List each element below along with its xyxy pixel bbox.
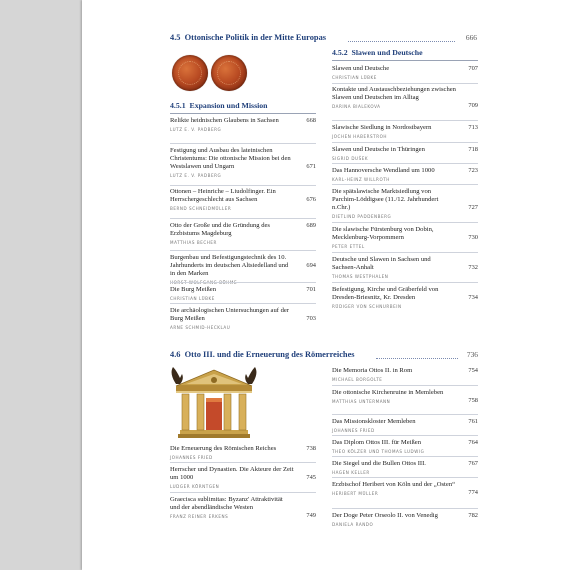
entry-page: 709: [468, 102, 478, 109]
toc-entry[interactable]: [170, 117, 316, 134]
entry-page: 774: [468, 489, 478, 496]
entry-page: 732: [468, 264, 478, 271]
entry-author: PETER ETTEL: [332, 244, 365, 250]
entry-author: HAGEN KELLER: [332, 470, 370, 476]
section-heading-4-5: 4.5 Ottonische Politik in der Mitte Europas 666: [170, 33, 477, 42]
entry-author: LUDGER KÖRNTGEN: [170, 484, 220, 490]
entry-title: Die slawische Fürstenburg von Dobin, Mecklenburg-Vorpommern: [332, 226, 434, 242]
entry-page: 727: [468, 204, 478, 211]
coin-reverse-image: [211, 55, 247, 91]
toc-entry[interactable]: [170, 496, 316, 521]
entry-page: 676: [306, 196, 316, 203]
entry-title: Das Missionskloster Memleben: [332, 418, 416, 425]
entry-author: DANIELA RANDO: [332, 522, 374, 528]
temple-facade-image: [170, 364, 258, 440]
entry-author: HERIBERT MÜLLER: [332, 491, 379, 497]
entry-page: 671: [306, 163, 316, 170]
entry-author: LUTZ E. V. PADBERG: [170, 173, 222, 179]
entry-title: Die spätslawische Marktsiedlung von Parchim-Löddigsee (11./12. Jahrhundert n.Chr.): [332, 188, 439, 212]
toc-entry[interactable]: [170, 188, 316, 213]
entry-title: Kontakte und Austauschbeziehungen zwischen Slawen und Deutschen im Alltag: [332, 86, 456, 102]
page-number: 666: [465, 33, 477, 42]
toc-entry[interactable]: [332, 188, 478, 221]
coin-obverse-image: [172, 55, 208, 91]
entry-title: Slawische Siedlung in Nordostbayern: [332, 124, 432, 131]
entry-page: 730: [468, 234, 478, 241]
entry-author: JOHANNES FRIED: [332, 428, 375, 434]
subsection-rule: [332, 60, 478, 61]
entry-title: Burgenbau und Befestigungstechnik des 10. Jahrhunderts im deutschen Altsiedelland und in den Marken: [170, 254, 289, 278]
entry-author: RÜDIGER VON SCHNURBEIN: [332, 304, 402, 310]
toc-entry[interactable]: [332, 389, 478, 406]
entry-title: Slawen und Deutsche in Thüringen: [332, 146, 425, 153]
entry-author: MATTHIAS BECHER: [170, 240, 217, 246]
toc-entry[interactable]: [332, 286, 478, 311]
entry-title: Die Memoria Ottos II. in Rom: [332, 367, 413, 374]
entry-page: 761: [468, 418, 478, 425]
toc-entry[interactable]: [332, 167, 478, 184]
entry-page: 689: [306, 222, 316, 229]
entry-author: FRANZ REINER ERKENS: [170, 514, 229, 520]
entry-page: 758: [468, 397, 478, 404]
entry-page: 782: [468, 512, 478, 519]
entry-author: DARINA BIALEKOVA: [332, 104, 381, 110]
toc-entry[interactable]: [332, 367, 478, 384]
toc-entry[interactable]: [170, 286, 316, 303]
entry-page: 754: [468, 367, 478, 374]
entry-author: MICHAEL BORGOLTE: [332, 377, 383, 383]
toc-entry[interactable]: [332, 418, 478, 435]
entry-page: 713: [468, 124, 478, 131]
toc-entry[interactable]: [332, 65, 478, 82]
entry-author: CHRISTIAN LÜBKE: [332, 75, 377, 81]
toc-entry[interactable]: [170, 307, 316, 332]
entry-page: 723: [468, 167, 478, 174]
entry-title: Die ottonische Kirchenruine in Memleben: [332, 389, 444, 396]
entry-page: 745: [306, 474, 316, 481]
entry-author: JOHANNES FRIED: [170, 455, 213, 461]
entry-title: Das Diplom Ottos III. für Meißen: [332, 439, 421, 446]
page-number: 736: [466, 350, 478, 359]
entry-page: 694: [306, 262, 316, 269]
entry-author: LUTZ E. V. PADBERG: [170, 127, 222, 133]
entry-author: KARL-HEINZ WILLROTH: [332, 177, 390, 183]
entry-page: 707: [468, 65, 478, 72]
entry-page: 764: [468, 439, 478, 446]
entry-page: 718: [468, 146, 478, 153]
entry-title: Die Burg Meißen: [170, 286, 217, 293]
entry-title: Die archäologischen Untersuchungen auf der Burg Meißen: [170, 307, 290, 323]
subsection-rule: [170, 113, 316, 114]
toc-entry[interactable]: [170, 466, 316, 491]
entry-page: 749: [306, 512, 316, 519]
toc-entry[interactable]: [170, 222, 316, 247]
toc-entry[interactable]: [332, 460, 478, 477]
entry-page: 767: [468, 460, 478, 467]
entry-title: Die Erneuerung des Römischen Reiches: [170, 445, 277, 452]
entry-title: Erzbischof Heribert von Köln und der „Osten“: [332, 481, 456, 488]
entry-page: 703: [306, 315, 316, 322]
toc-entry[interactable]: [170, 147, 316, 180]
toc-entry[interactable]: [170, 445, 316, 462]
entry-author: MATTHIAS UNTERMANN: [332, 399, 391, 405]
entry-author: BERND SCHNEIDMÜLLER: [170, 206, 232, 212]
entry-title: Die Siegel und die Bullen Ottos III.: [332, 460, 426, 467]
entry-author: ARNE SCHMID-HECKLAU: [170, 325, 231, 331]
subsection-heading-4-5-1: 4.5.1 Expansion und Mission: [170, 101, 268, 110]
entry-author: THEO KÖLZER UND THOMAS LUDWIG: [332, 449, 425, 455]
entry-page: 668: [306, 117, 316, 124]
entry-page: 734: [468, 294, 478, 301]
book-page: [82, 0, 570, 570]
toc-entry[interactable]: [332, 481, 478, 498]
toc-entry[interactable]: [332, 226, 478, 251]
subsection-heading-4-5-2: 4.5.2 Slawen und Deutsche: [332, 48, 423, 57]
toc-entry[interactable]: [332, 86, 478, 111]
entry-title: Befestigung, Kirche und Gräberfeld von Dresden-Briesnitz, Kr. Dresden: [332, 286, 439, 302]
entry-title: Festigung und Ausbau des lateinischen Christentums: Die ottonische Mission bei den Westslawen und Ungarn: [170, 147, 291, 171]
entry-title: Graecisca sublimitas: Byzanz' Attraktivität und der abendländische Westen: [170, 496, 283, 512]
entry-title: Herrscher und Dynastien. Die Akteure der Zeit um 1000: [170, 466, 294, 482]
entry-title: Ottonen – Heinriche – Liudolfinger. Ein Herrschergeschlecht aus Sachsen: [170, 188, 276, 204]
entry-page: 738: [306, 445, 316, 452]
entry-page: 701: [306, 286, 316, 293]
section-heading-4-6: 4.6 Otto III. und die Erneuerung des Römerreiches 736: [170, 350, 478, 359]
entry-title: Relikte heidnischen Glaubens in Sachsen: [170, 117, 279, 124]
entry-author: THOMAS WESTPHALEN: [332, 274, 389, 280]
entry-title: Der Doge Peter Orseolo II. von Venedig: [332, 512, 438, 519]
entry-title: Deutsche und Slawen in Sachsen und Sachsen-Anhalt: [332, 256, 431, 272]
entry-author: CHRISTIAN LÜBKE: [170, 296, 215, 302]
entry-author: HORST WOLFGANG BÖHME: [170, 280, 238, 286]
toc-entry[interactable]: [332, 124, 478, 141]
toc-entry[interactable]: [332, 146, 478, 163]
entry-author: JOCHEN HABERSTROH: [332, 134, 388, 140]
entry-author: DIETLIND PADDENBERG: [332, 214, 392, 220]
toc-entry[interactable]: [332, 512, 478, 529]
entry-title: Slawen und Deutsche: [332, 65, 390, 72]
entry-title: Otto der Große und die Gründung des Erzbistums Magdeburg: [170, 222, 270, 238]
entry-author: SIGRID DUŠEK: [332, 156, 369, 162]
toc-entry[interactable]: [332, 256, 478, 281]
toc-entry[interactable]: [332, 439, 478, 456]
entry-title: Das Hannoversche Wendland um 1000: [332, 167, 435, 174]
